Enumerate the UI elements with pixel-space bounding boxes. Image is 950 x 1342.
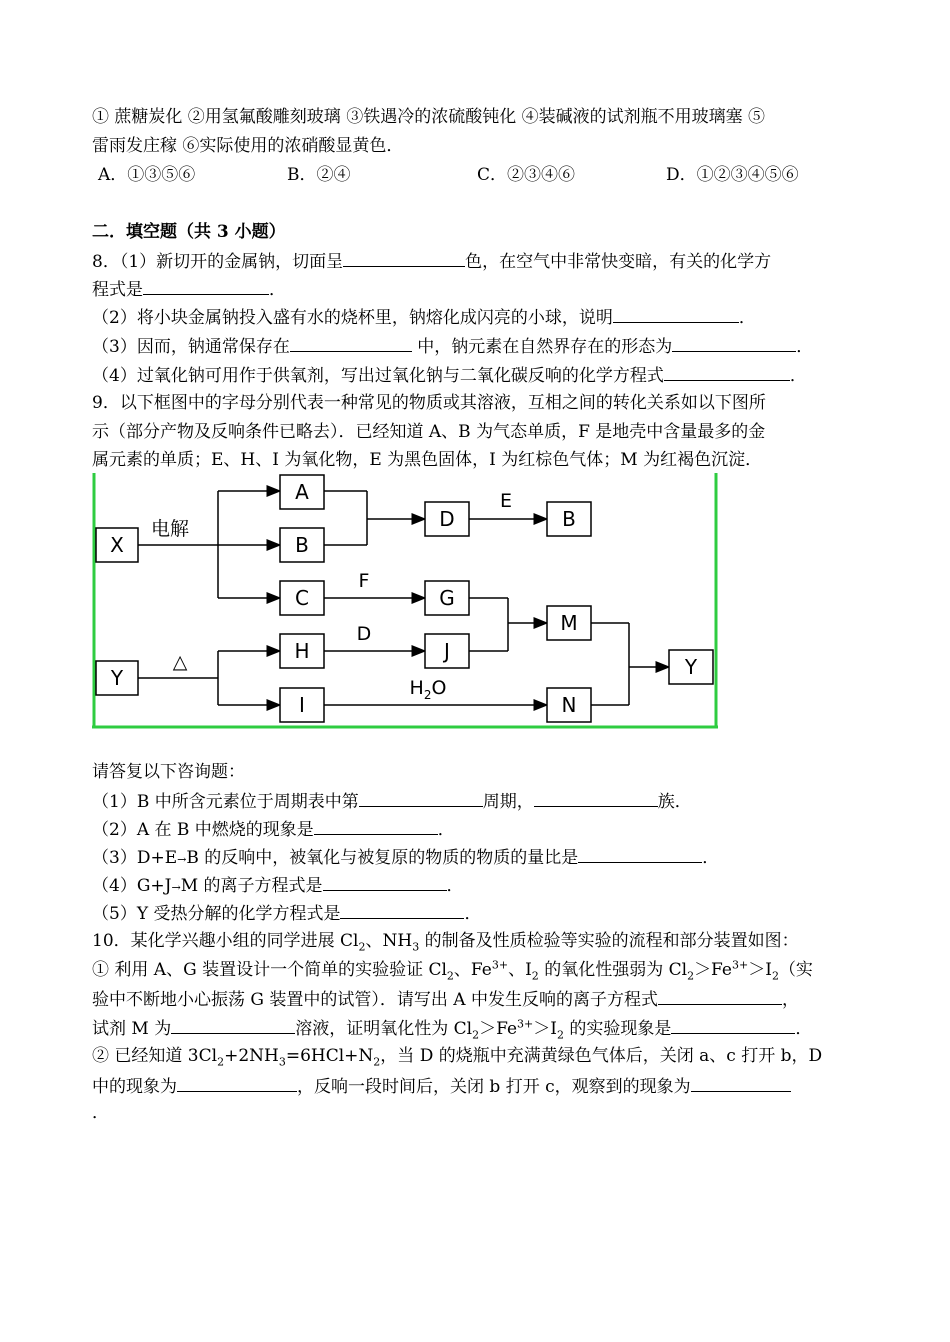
svg-text:I: I — [299, 693, 305, 717]
option-letter: D． — [666, 165, 697, 185]
node-b-first — [280, 528, 324, 562]
answer-blank[interactable] — [658, 986, 782, 1005]
node-i — [280, 688, 324, 722]
q10-line5: ② 已经知道 $3Cl_2+2NH_3=6HCl+N_2$，当 D 的烧瓶中充满黄绿色气体后，关闭 a、c 打开 b，D — [92, 1046, 823, 1069]
q10-line1: 10．某化学兴趣小组的同学进展 $Cl_2$、$NH_3$ 的制备及性质检验等实验的流程和部分装置如图： — [92, 931, 799, 954]
answer-blank[interactable] — [177, 1073, 297, 1092]
node-h — [280, 634, 324, 668]
q9-line1: 9．以下框图中的字母分别代表一种常见的物质或其溶液，互相之间的转化关系如以下图所 — [92, 393, 766, 413]
label-e: E — [499, 490, 513, 512]
node-m — [547, 606, 591, 640]
answer-blank[interactable] — [671, 1015, 795, 1034]
q7-option-c[interactable] — [477, 163, 575, 187]
svg-text:B: B — [295, 533, 309, 557]
node-a — [280, 475, 324, 509]
answer-blank[interactable] — [314, 816, 438, 835]
label-electrolysis: 电解 — [150, 518, 190, 540]
option-letter: A． — [98, 165, 128, 185]
q9-line3: 属元素的单质；E、H、I 为氧化物，E 为黑色固体，I 为红棕色气体；M 为红褐色沉淀． — [92, 450, 763, 470]
q7-option-a[interactable] — [98, 163, 195, 187]
svg-text:M: M — [560, 611, 578, 635]
label-d: D — [356, 623, 372, 645]
node-y-product — [669, 650, 713, 684]
option-text: ①②③④⑤⑥ — [696, 165, 799, 185]
svg-text:D: D — [439, 507, 455, 531]
answer-blank[interactable] — [534, 788, 658, 807]
q9-prompt: 请答复以下咨询题： — [92, 762, 245, 782]
svg-text:Y: Y — [110, 666, 124, 690]
svg-text:C: C — [295, 586, 309, 610]
answer-blank[interactable] — [359, 788, 483, 807]
option-text: ②③④⑥ — [507, 165, 576, 185]
q7-line1: ① 蔗糖炭化 ②用氢氟酸雕刻玻璃 ③铁遇冷的浓硫酸钝化 ④装碱液的试剂瓶不用玻璃塞 ⑤ — [92, 107, 766, 127]
reaction-flow-diagram — [92, 473, 720, 729]
q8-line5: （4）过氧化钠可用作于供氧剂，写出过氧化钠与二氧化碳反响的化学方程式 ． — [92, 362, 807, 388]
q9-line2: 示（部分产物及反响条件已略去）．已经知道 A、B 为气态单质，F 是地壳中含量最多的金 — [92, 422, 766, 442]
option-letter: B． — [287, 165, 317, 185]
svg-text:B: B — [562, 507, 576, 531]
node-c — [280, 581, 324, 615]
node-j — [425, 634, 469, 668]
label-f: F — [358, 570, 370, 592]
svg-text:N: N — [561, 693, 577, 717]
q10-line3: 验中不断地小心振荡 G 装置中的试管）．请写出 A 中发生反响的离子方程式 ， — [92, 986, 799, 1012]
option-letter: C． — [477, 165, 508, 185]
option-text: ②④ — [316, 165, 351, 185]
svg-text:H: H — [294, 639, 310, 663]
q9-sub3: （3）D+E→B 的反响中，被氧化与被复原的物质的物质的量比是 ． — [92, 844, 719, 872]
q10-line6: 中的现象为 ，反响一段时间后，关闭 b 打开 c，观察到的现象为 — [92, 1073, 791, 1099]
node-y-source — [96, 661, 138, 695]
q8-line1: 8．（1）新切开的金属钠，切面呈 色，在空气中非常快变暗，有关的化学方 — [92, 248, 771, 274]
node-g — [425, 581, 469, 615]
q8-line3: （2）将小块金属钠投入盛有水的烧杯里，钠熔化成闪亮的小球，说明 ． — [92, 304, 756, 330]
arrow-glyph: → — [171, 881, 181, 894]
q7-option-d[interactable] — [666, 163, 799, 187]
node-b-second — [547, 502, 591, 536]
svg-text:A: A — [295, 480, 309, 504]
label-heat: △ — [172, 651, 188, 673]
answer-blank[interactable] — [672, 333, 796, 352]
answer-blank[interactable] — [340, 900, 464, 919]
node-n — [547, 688, 591, 722]
q8-line4: （3）因而，钠通常保存在 中，钠元素在自然界存在的形态为 ． — [92, 333, 813, 359]
svg-text:G: G — [439, 586, 455, 610]
label-water: $H_2O$ — [409, 677, 447, 702]
answer-blank[interactable] — [143, 276, 269, 295]
svg-text:J: J — [444, 639, 450, 663]
arrow-glyph: → — [177, 853, 187, 866]
answer-blank[interactable] — [323, 872, 447, 891]
q7-option-b[interactable] — [287, 163, 351, 187]
q10-line7: ． — [92, 1103, 109, 1123]
option-text: ①③⑤⑥ — [127, 165, 196, 185]
section-title: 二．填空题（共 3 小题） — [92, 222, 286, 242]
answer-blank[interactable] — [171, 1015, 295, 1034]
answer-blank[interactable] — [578, 844, 702, 863]
answer-blank[interactable] — [691, 1073, 791, 1092]
answer-blank[interactable] — [613, 304, 739, 323]
answer-blank[interactable] — [343, 248, 465, 267]
q10-line4: 试剂 M 为 溶液，证明氧化性为 $Cl_2>Fe^{3+}>I_2$ 的实验现象是 ． — [92, 1015, 812, 1041]
q9-sub1: （1）B 中所含元素位于周期表中第 周期， 族． — [92, 788, 692, 814]
answer-blank[interactable] — [290, 333, 412, 352]
q8-line2: 程式是 ． — [92, 276, 286, 302]
q7-line2: 雷雨发庄稼 ⑥实际使用的浓硝酸显黄色． — [92, 136, 404, 156]
q10-line2: ① 利用 A、G 装置设计一个简单的实验验证 $Cl_2$、$Fe^{3+}$、$I_2$ 的氧化性强弱为 $Cl_2>Fe^{3+}>I_2$（实 — [92, 958, 813, 983]
svg-text:Y: Y — [684, 655, 698, 679]
q9-sub5: （5）Y 受热分解的化学方程式是 ． — [92, 900, 481, 926]
node-d — [425, 502, 469, 536]
q9-sub4: （4）G+J→M 的离子方程式是 ． — [92, 872, 464, 900]
q9-sub2: （2）A 在 B 中燃烧的现象是 ． — [92, 816, 455, 842]
node-x — [96, 528, 138, 562]
svg-text:X: X — [110, 533, 124, 557]
answer-blank[interactable] — [664, 362, 790, 381]
